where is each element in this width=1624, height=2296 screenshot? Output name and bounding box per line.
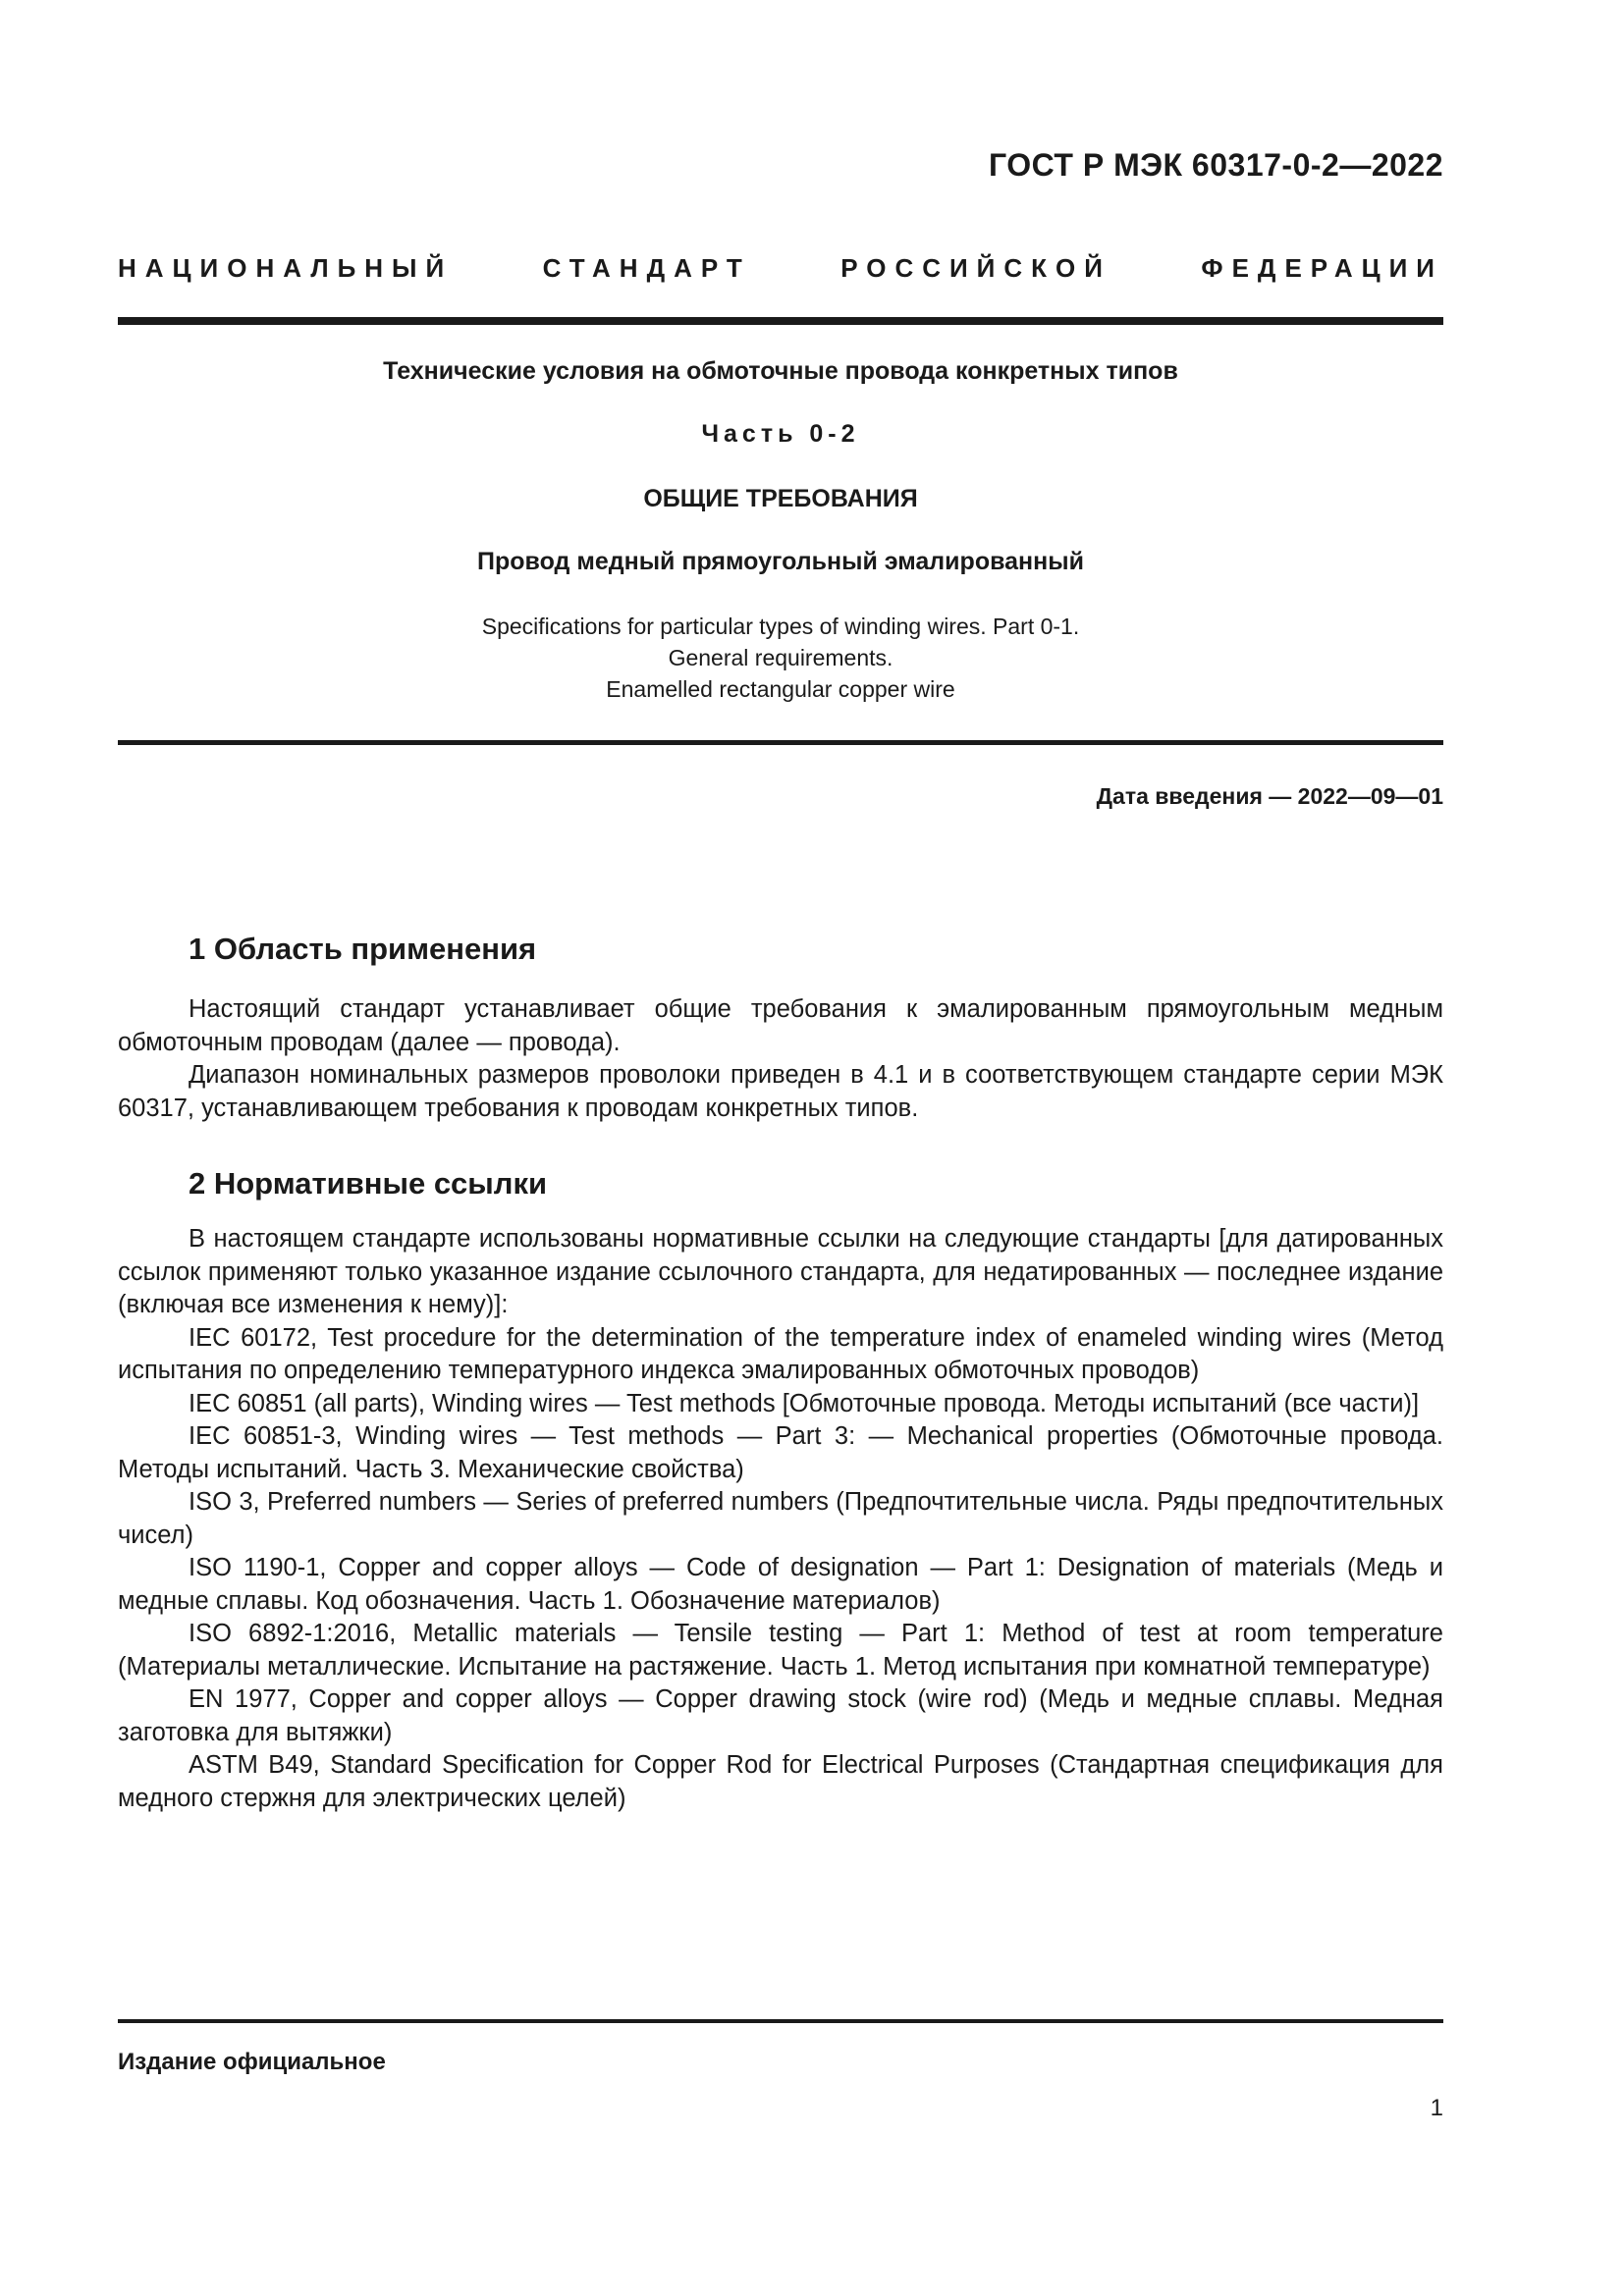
- middle-divider: [118, 740, 1443, 745]
- reference-item: ISO 3, Preferred numbers — Series of preferred numbers (Предпочтительные числа. Ряды предпочтительных чисел): [118, 1488, 1443, 1549]
- general-requirements-title: ОБЩИЕ ТРЕБОВАНИЯ: [643, 485, 918, 512]
- reference-item: ISO 1190-1, Copper and copper alloys — Code of designation — Part 1: Designation of materials (Медь и медные сплавы. Код обозначения. Часть 1. Обозначение материалов): [118, 1554, 1443, 1615]
- reference-item: ASTM B49, Standard Specification for Copper Rod for Electrical Purposes (Стандартная спецификация для медного стержня для электрических целей): [118, 1751, 1443, 1812]
- product-title: Провод медный прямоугольный эмалированный: [477, 548, 1084, 575]
- document-page: [118, 0, 1443, 2296]
- introduction-date: Дата введения — 2022—09—01: [1096, 783, 1443, 809]
- top-divider: [118, 317, 1443, 325]
- english-title-line: General requirements.: [668, 645, 893, 670]
- national-standard-banner: НАЦИОНАЛЬНЫЙ СТАНДАРТ РОССИЙСКОЙ ФЕДЕРАЦИИ: [118, 253, 1443, 283]
- section-body-scope: [118, 993, 1443, 1125]
- footer-divider: [118, 2019, 1443, 2023]
- section-heading-normative-references: 2 Нормативные ссылки: [189, 1166, 548, 1201]
- english-title-line: Specifications for particular types of winding wires. Part 0-1.: [481, 614, 1080, 639]
- reference-item: ISO 6892-1:2016, Metallic materials — Tensile testing — Part 1: Method of test at room temperature (Материалы металлические. Испытание на растяжение. Часть 1. Метод испытания при комнатной температуре): [118, 1620, 1443, 1681]
- section-body-normative-references: [118, 1223, 1443, 1815]
- official-edition-label: Издание официальное: [118, 2049, 386, 2075]
- section-heading-scope: 1 Область применения: [189, 932, 537, 966]
- reference-item: IEC 60172, Test procedure for the determination of the temperature index of enameled winding wires (Метод испытания по определению температурного индекса эмалированных обмоточных проводов): [118, 1323, 1443, 1384]
- document-subtitle: Технические условия на обмоточные провода конкретных типов: [383, 357, 1178, 385]
- reference-item: IEC 60851 (all parts), Winding wires — Test methods [Обмоточные провода. Методы испытаний (все части)]: [189, 1389, 1420, 1417]
- page-number: 1: [1430, 2095, 1443, 2121]
- paragraph: Диапазон номинальных размеров проволоки приведен в 4.1 и в соответствующем стандарте серии МЭК 60317, устанавливающем требования к проводам конкретных типов.: [118, 1061, 1443, 1122]
- paragraph: Настоящий стандарт устанавливает общие требования к эмалированным прямоугольным медным обмоточным проводам (далее — провода).: [118, 995, 1443, 1056]
- english-title: [118, 611, 1443, 705]
- english-title-line: Enamelled rectangular copper wire: [606, 676, 955, 702]
- part-number: Часть 0-2: [701, 420, 860, 448]
- paragraph: В настоящем стандарте использованы нормативные ссылки на следующие стандарты [для датированных ссылок применяют только указанное издание ссылочного стандарта, для недатированных — последнее издание (включая все изменения к нему)]:: [118, 1225, 1443, 1318]
- reference-item: EN 1977, Copper and copper alloys — Copper drawing stock (wire rod) (Медь и медные сплавы. Медная заготовка для вытяжки): [118, 1685, 1443, 1746]
- reference-item: IEC 60851-3, Winding wires — Test methods — Part 3: — Mechanical properties (Обмоточные провода. Методы испытаний. Часть 3. Механические свойства): [118, 1422, 1443, 1483]
- document-code: ГОСТ Р МЭК 60317-0-2—2022: [988, 147, 1443, 183]
